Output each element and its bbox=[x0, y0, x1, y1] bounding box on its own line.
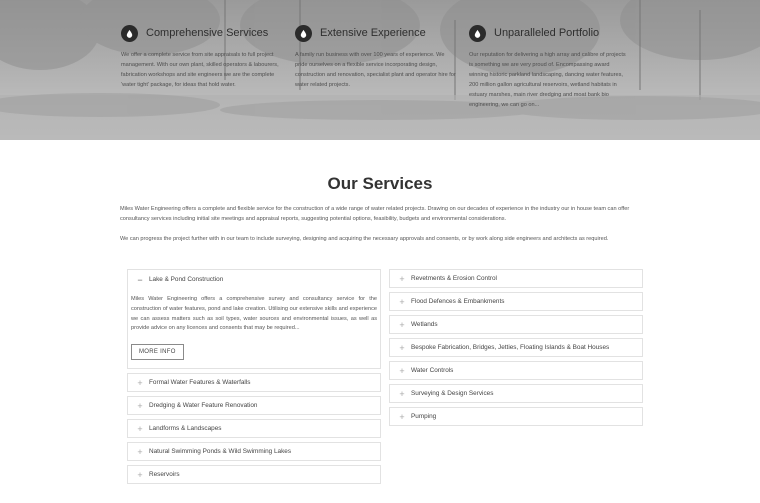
accordion-label: Landforms & Landscapes bbox=[149, 425, 222, 433]
accordion-label: Water Controls bbox=[411, 367, 454, 374]
accordion-item[interactable] bbox=[127, 465, 381, 484]
accordion-label: Wetlands bbox=[411, 321, 438, 328]
drop-icon bbox=[121, 25, 138, 42]
drop-icon bbox=[469, 25, 486, 42]
plus-icon: + bbox=[399, 388, 405, 399]
accordion-item[interactable] bbox=[127, 442, 381, 461]
accordion-label: Lake & Pond Construction bbox=[149, 276, 224, 283]
more-info-button[interactable]: MORE INFO bbox=[131, 344, 184, 360]
accordion-item[interactable] bbox=[127, 373, 381, 392]
feature-description: We offer a complete service from site appraisals to full project management. With our own plant, skilled operators & labourers, fabrication workshops and site engineers we are the complete 'water tight' package, for ideas that hold water. bbox=[121, 52, 279, 88]
services-intro-paragraph: Miles Water Engineering offers a complete and flexible service for the construction of a wide range of water related projects. Drawing on our decades of experience in the industry our in house team can offer consultancy services including initial site meetings and appraisal reports, suggesting potential options, feasibility, budgets and environmental considerations. bbox=[120, 206, 630, 222]
accordion-label: Formal Water Features & Waterfalls bbox=[149, 379, 251, 387]
feature-description: A family run business with over 100 years of experience. We pride ourselves on a flexible service incorporating design, construction and renovation, specialist plant and operator hire for water related projects. bbox=[295, 52, 456, 88]
plus-icon: + bbox=[399, 411, 405, 422]
accordion-item-expanded bbox=[127, 269, 381, 369]
accordion-header-lake-pond[interactable] bbox=[128, 270, 380, 289]
drop-icon bbox=[295, 25, 312, 42]
accordion-item[interactable] bbox=[389, 407, 643, 426]
services-intro-paragraph-2: We can progress the project further with in our team to include surveying, designing and acquiring the necessary approvals and consents, or by work along side engineers and architects as required. bbox=[120, 236, 609, 242]
accordion-item[interactable] bbox=[127, 419, 381, 438]
accordion-item[interactable] bbox=[389, 315, 643, 334]
accordion-item[interactable] bbox=[389, 361, 643, 380]
feature-description: Our reputation for delivering a high array and calibre of projects is something we are very proud of. Encompassing award winning historic parkland landscaping, dancing water features, 200 million gallon agricultural reservoirs, wetland habitats in estuary marshes, main river dredging and moat bank bio engineering, we can go on... bbox=[469, 52, 626, 108]
accordion-item[interactable] bbox=[389, 338, 643, 357]
accordion-label: Dredging & Water Feature Renovation bbox=[149, 402, 258, 410]
plus-icon: + bbox=[399, 319, 405, 330]
plus-icon: + bbox=[399, 273, 405, 284]
plus-icon: + bbox=[399, 365, 405, 376]
accordion-label: Bespoke Fabrication, Bridges, Jetties, Floating Islands & Boat Houses bbox=[411, 344, 610, 351]
feature-title: Unparalleled Portfolio bbox=[494, 27, 600, 39]
feature-comprehensive-services bbox=[121, 24, 291, 90]
plus-icon: + bbox=[137, 400, 143, 411]
feature-title: Comprehensive Services bbox=[146, 27, 269, 39]
accordion-item[interactable] bbox=[389, 384, 643, 403]
accordion-item[interactable] bbox=[389, 269, 643, 288]
hero-banner bbox=[0, 0, 760, 140]
accordion-label: Revetments & Erosion Control bbox=[411, 275, 497, 282]
accordion-panel bbox=[128, 289, 380, 368]
plus-icon: + bbox=[137, 446, 143, 457]
accordion-item[interactable] bbox=[127, 396, 381, 415]
accordion-panel-text: Miles Water Engineering offers a comprehensive survey and consultancy service for the construction of water features, pond and lake creation. Utilising our extensive skills and experience we can assess matters such as soil types, water sources and environmental issues, as well as provide advice on any licences and consents that may be required... bbox=[131, 296, 377, 332]
plus-icon: + bbox=[399, 342, 405, 353]
feature-title: Extensive Experience bbox=[320, 27, 426, 39]
plus-icon: + bbox=[137, 423, 143, 434]
plus-icon: + bbox=[137, 469, 143, 480]
services-accordion-right bbox=[389, 269, 643, 430]
feature-unparalleled-portfolio bbox=[469, 24, 639, 110]
accordion-label: Pumping bbox=[411, 413, 437, 420]
section-title: Our Services bbox=[327, 174, 433, 193]
plus-icon: + bbox=[137, 377, 143, 388]
accordion-item[interactable] bbox=[389, 292, 643, 311]
feature-extensive-experience bbox=[295, 24, 465, 90]
accordion-label: Flood Defences & Embankments bbox=[411, 298, 505, 305]
plus-icon: + bbox=[399, 296, 405, 307]
accordion-label: Natural Swimming Ponds & Wild Swimming Lakes bbox=[149, 448, 292, 456]
accordion-label: Reservoirs bbox=[149, 471, 180, 479]
accordion-label: Surveying & Design Services bbox=[411, 390, 494, 397]
services-accordion-left bbox=[127, 269, 381, 488]
minus-icon: − bbox=[137, 274, 143, 285]
